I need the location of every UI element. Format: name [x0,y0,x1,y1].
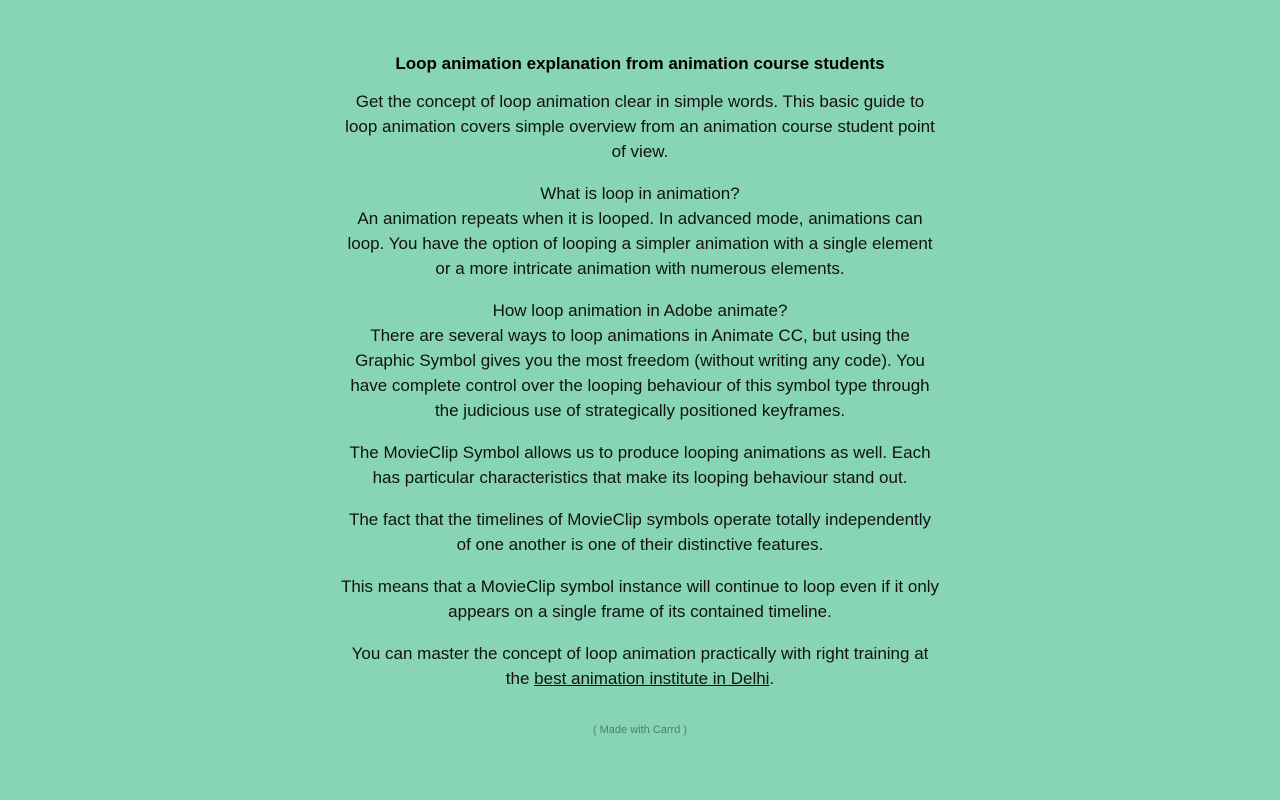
page-title: Loop animation explanation from animation course students [395,54,885,73]
section-heading: How loop animation in Adobe animate? [492,301,788,320]
page-content [340,0,940,737]
section-body: There are several ways to loop animations in Animate CC, but using the Graphic Symbol gives you the most freedom (without writing any code). You have complete control over the looping behaviour of this symbol type through the judicious use of strategically positioned keyframes. [350,326,930,420]
closing-prefix: You can master the concept of loop animation practically with right training at the [351,644,929,688]
intro-paragraph: Get the concept of loop animation clear in simple words. This basic guide to loop animation covers simple overview from an animation course student point of view. [345,92,935,161]
instance-paragraph: This means that a MovieClip symbol instance will continue to loop even if it only appears on a single frame of its contained timeline. [340,577,940,621]
closing-paragraph [340,641,940,691]
timelines-paragraph: The fact that the timelines of MovieClip symbols operate totally independently of one another is one of their distinctive features. [348,510,932,554]
movieclip-paragraph: The MovieClip Symbol allows us to produce looping animations as well. Each has particular characteristics that make its looping behaviour stand out. [349,443,931,487]
institute-link[interactable]: best animation institute in Delhi [534,669,770,688]
section-body: An animation repeats when it is looped. In advanced mode, animations can loop. You have the option of looping a simpler animation with a single element or a more intricate animation with numerous elements. [347,209,933,278]
footer-close: ) [680,724,688,736]
footer-credit [340,723,940,737]
section-adobe-animate [340,298,940,423]
section-heading: What is loop in animation? [540,184,740,203]
closing-suffix: . [769,669,775,688]
footer-open: ( [592,724,600,736]
made-with-carrd-link[interactable]: Made with Carrd [599,724,681,736]
section-what-is-loop [340,181,940,281]
